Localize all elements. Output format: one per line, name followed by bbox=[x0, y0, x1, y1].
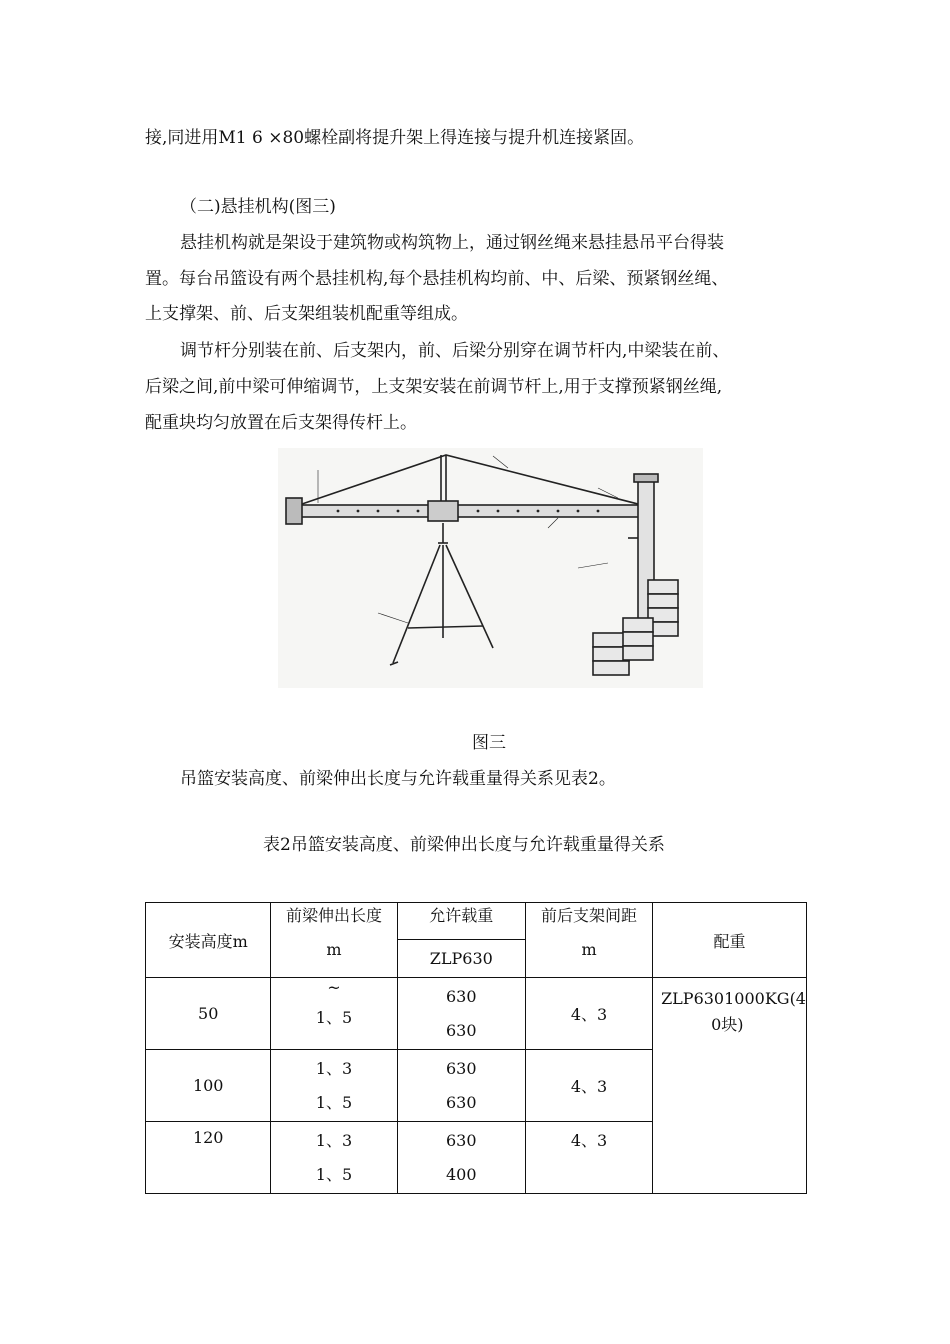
header-height: 安装高度m bbox=[146, 903, 271, 978]
cell-load bbox=[397, 978, 526, 1050]
header-load-model: ZLP630 bbox=[397, 940, 526, 978]
paragraph-continuation: 接,同进用M1 6 ×80螺栓副将提升架上得连接与提升机连接紧固。 bbox=[145, 128, 645, 148]
header-allowed-load: 允许载重 bbox=[397, 903, 526, 940]
paragraph-line: 置。每台吊篮设有两个悬挂机构,每个悬挂机构均前、中、后梁、预紧钢丝绳、 bbox=[145, 269, 729, 289]
cell-value: 1、3 bbox=[315, 1058, 353, 1078]
header-front-beam-unit: m bbox=[271, 940, 397, 978]
cell-value: ~ bbox=[327, 978, 341, 997]
header-front-beam: 前梁伸出长度 bbox=[271, 903, 397, 940]
paragraph-line: 吊篮安装高度、前梁伸出长度与允许载重量得关系见表2。 bbox=[180, 769, 616, 789]
header-spacing-unit: m bbox=[526, 940, 653, 978]
cell-front-beam bbox=[271, 978, 397, 1050]
load-relation-table bbox=[145, 902, 807, 1194]
cell-value: 630 bbox=[446, 1058, 477, 1078]
suspension-mechanism-figure bbox=[278, 448, 703, 688]
cell-value: 1、5 bbox=[315, 1008, 353, 1027]
paragraph-line: 调节杆分别装在前、后支架内，前、后梁分别穿在调节杆内,中梁装在前、 bbox=[180, 341, 730, 361]
paragraph-line: 上支撑架、前、后支架组装机配重等组成。 bbox=[145, 304, 468, 324]
cell-load bbox=[397, 1122, 526, 1194]
header-counterweight: 配重 bbox=[653, 903, 807, 978]
cell-value: 630 bbox=[446, 1092, 477, 1112]
cell-counterweight bbox=[653, 978, 807, 1194]
cell-load bbox=[397, 1050, 526, 1122]
cell-value: ZLP6301000KG(4 bbox=[661, 989, 806, 1008]
section-heading: （二)悬挂机构(图三) bbox=[180, 197, 336, 217]
paragraph-line: 配重块均匀放置在后支架得传杆上。 bbox=[145, 413, 417, 433]
cell-height: 100 bbox=[146, 1050, 271, 1122]
cell-value: 0块) bbox=[711, 1015, 744, 1034]
header-spacing: 前后支架间距 bbox=[526, 903, 653, 940]
cell-value: 400 bbox=[446, 1164, 477, 1184]
cell-value: 1、5 bbox=[315, 1092, 353, 1112]
cell-height: 120 bbox=[146, 1122, 271, 1194]
cell-front-beam bbox=[271, 1050, 397, 1122]
cell-value: 1、5 bbox=[315, 1164, 353, 1184]
cell-front-beam bbox=[271, 1122, 397, 1194]
cell-value: 1、3 bbox=[315, 1130, 353, 1150]
cell-value: 630 bbox=[446, 1130, 477, 1150]
paragraph-line: 后梁之间,前中梁可伸缩调节，上支架安装在前调节杆上,用于支撑预紧钢丝绳, bbox=[145, 377, 723, 397]
cell-value: 630 bbox=[446, 986, 477, 1006]
paragraph-line: 悬挂机构就是架设于建筑物或构筑物上，通过钢丝绳来悬挂悬吊平台得装 bbox=[180, 233, 724, 253]
cell-spacing: 4、3 bbox=[526, 978, 653, 1050]
cell-spacing: 4、3 bbox=[526, 1122, 653, 1194]
cell-spacing: 4、3 bbox=[526, 1050, 653, 1122]
cell-value: 630 bbox=[446, 1020, 477, 1040]
figure-caption: 图三 bbox=[472, 733, 506, 753]
table-row bbox=[146, 978, 807, 1050]
table-title: 表2吊篮安装高度、前梁伸出长度与允许载重量得关系 bbox=[263, 835, 665, 855]
table-header-row bbox=[146, 903, 807, 940]
cell-height: 50 bbox=[146, 978, 271, 1050]
